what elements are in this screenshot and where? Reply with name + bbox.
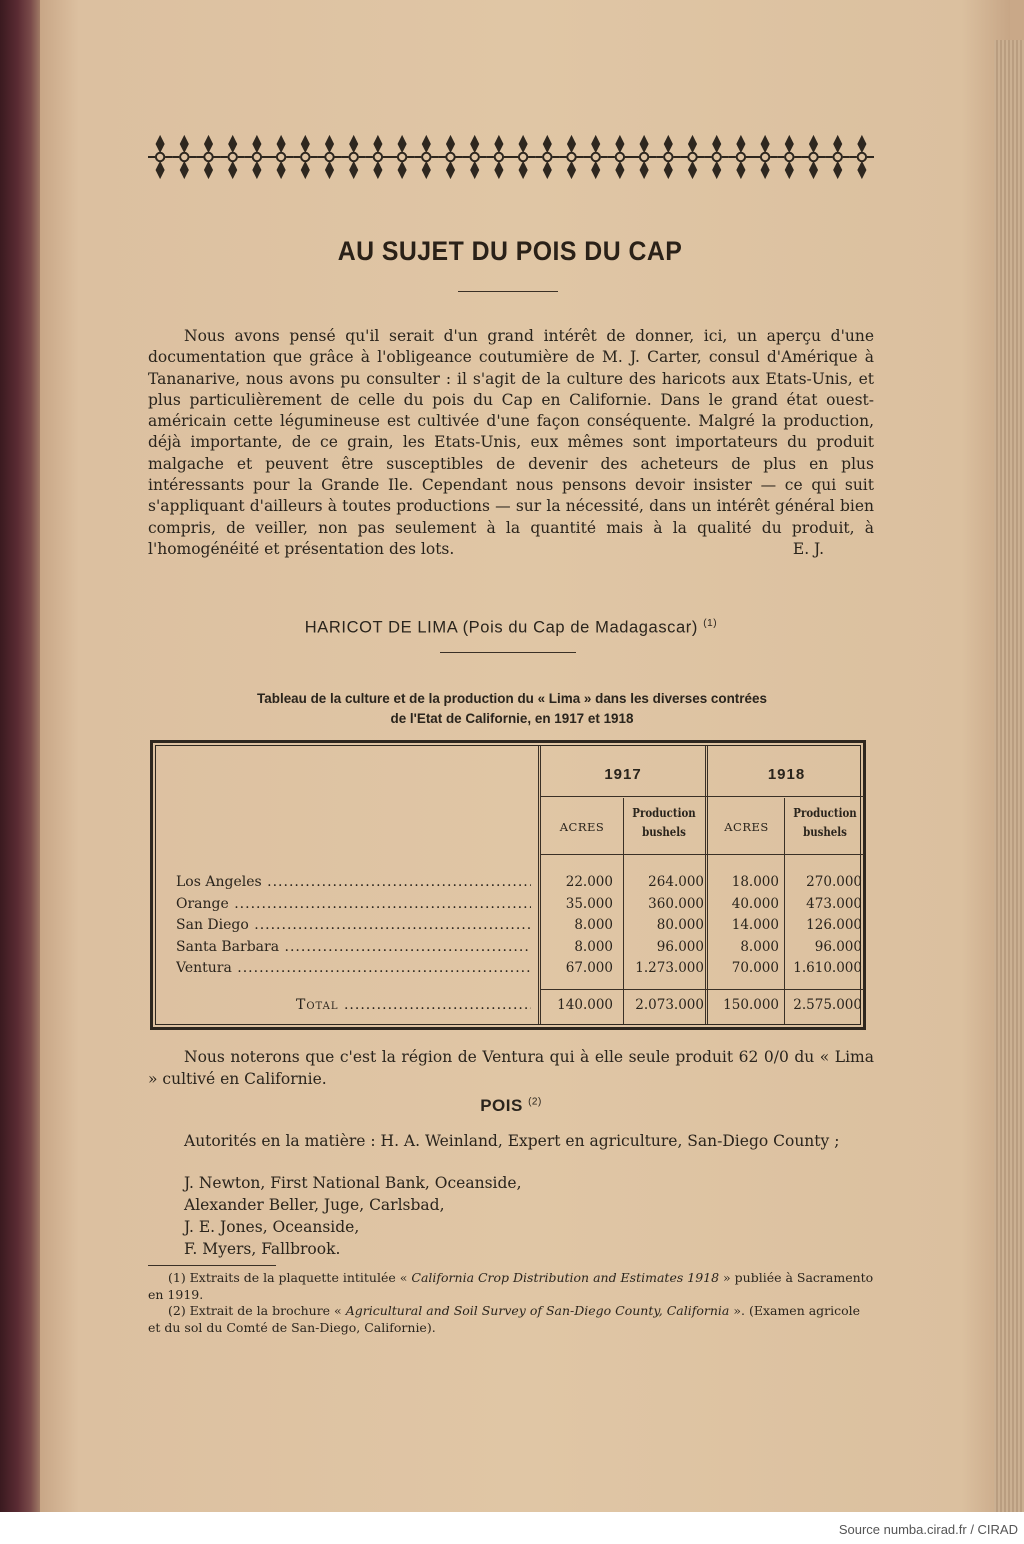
pois-heading — [148, 1096, 874, 1116]
ornament-motif — [519, 136, 527, 178]
production-table — [150, 740, 866, 1030]
ornamental-border — [148, 132, 874, 182]
ornament-ring — [761, 153, 769, 161]
ornament-ring — [277, 153, 285, 161]
source-credit: Source numba.cirad.fr / CIRAD — [838, 1522, 1018, 1537]
prod-1917-label-2: bushels — [642, 825, 686, 839]
intro-paragraph — [148, 326, 874, 560]
ornament-ring — [519, 153, 527, 161]
prod-1918-header — [791, 804, 859, 842]
footnote-1-suffix: » publiée à Sacramento en 1919. — [148, 1270, 874, 1302]
prod-1917: 96.000 — [656, 938, 704, 955]
acres-1918: 14.000 — [731, 917, 779, 933]
ornament-ring — [471, 153, 479, 161]
ornament-ring — [592, 153, 600, 161]
ornament-ring — [398, 153, 406, 161]
ornament-motif — [664, 136, 672, 178]
acres-1918: 18.000 — [731, 874, 779, 890]
prod-1918-label-2: bushels — [803, 825, 847, 839]
total-prod-1918: 2.575.000 — [793, 997, 862, 1013]
haricot-rule — [440, 652, 576, 653]
region-label: Los Angeles ..... — [176, 874, 531, 890]
ornament-motif — [495, 136, 503, 178]
region-label: Orange ..... — [176, 896, 531, 912]
footnote-2-prefix: (2) Extrait de la brochure « — [168, 1303, 342, 1318]
ornament-ring — [446, 153, 454, 161]
ornament-ring — [253, 153, 261, 161]
acres-1918-header: ACRES — [724, 820, 769, 834]
ornament-ring — [543, 153, 551, 161]
ornament-ring — [495, 153, 503, 161]
acres-1918: 70.000 — [731, 960, 779, 976]
authorities-intro: Autorités en la matière : H. A. Weinland, Expert en agriculture, San-Diego County ; — [184, 1132, 840, 1150]
ornament-ring — [229, 153, 237, 161]
ornament-motif — [471, 136, 479, 178]
intro-text: Nous avons pensé qu'il serait d'un grand intérêt de donner, ici, un aperçu d'une documentation que grâce à l'obligeance coutumière de M. J. Carter, consul d'Amérique à Tananarive, nous avons pu consulter : il s'agit de la culture des haricots aux Etats-Unis, et plus particulièrement de celle du pois du Cap en Californie. Dans le grand état ouest-américain cette légumineuse est cultivée d'une façon conséquente. Malgré la production, déjà importante, de ce grain, les Etats-Unis, eux mêmes sont importateurs du produit malgache et peuvent être susceptibles de devenir des acheteurs de plus en plus intéressants pour la Grande Ile. Cependant nous pensons devoir insister — ce qui suit s'appliquant d'ailleurs à toutes productions — sur la nécessité, dans un intérêt général bien compris, de veiller, non pas seulement à la quantité mais à la qualité du produit, à l'homogénéité et présentation des lots. — [148, 327, 874, 558]
sub-header-rule — [541, 854, 864, 855]
after-table-text: Nous noterons que c'est la région de Ventura qui à elle seule produit 62 0/0 du « Lima » cultivé en Californie. — [148, 1048, 874, 1088]
total-rule — [541, 989, 864, 990]
footnote-rule — [148, 1265, 276, 1266]
acres-1917-header: ACRES — [559, 820, 605, 834]
ornament-ring — [156, 153, 164, 161]
pois-heading-text: POIS — [480, 1096, 523, 1115]
intro-signature: E. J. — [792, 539, 824, 558]
title-rule — [458, 291, 558, 292]
ornament-ring — [640, 153, 648, 161]
prod-1918: 126.000 — [806, 917, 862, 933]
acres-1917: 35.000 — [565, 895, 613, 912]
region-label: Ventura ..... — [176, 960, 531, 976]
ornament-motif — [253, 136, 261, 178]
ornament-ring — [180, 153, 188, 161]
haricot-heading-text: HARICOT DE LIMA (Pois du Cap de Madagascar) — [304, 618, 698, 637]
ornament-motif — [301, 136, 309, 178]
year-1918-header: 1918 — [767, 766, 806, 783]
ornament-motif — [810, 136, 818, 178]
ornament-motif — [616, 136, 624, 178]
authority-person: F. Myers, Fallbrook. — [184, 1240, 341, 1258]
ornament-ring — [834, 153, 842, 161]
region-label: Santa Barbara ..... — [176, 939, 531, 955]
acres-1917: 67.000 — [565, 960, 613, 976]
acres-1917: 8.000 — [574, 917, 613, 933]
ornament-ring — [422, 153, 430, 161]
ornament-motif — [229, 136, 237, 178]
ornament-motif — [398, 136, 406, 178]
ornament-ring — [809, 153, 817, 161]
footnote-1-prefix: (1) Extraits de la plaquette intitulée « — [168, 1270, 408, 1285]
ornament-motif — [447, 136, 455, 178]
ornament-motif — [277, 136, 285, 178]
ornament-motif — [543, 136, 551, 178]
ornament-ring — [325, 153, 333, 161]
ornament-ring — [737, 153, 745, 161]
table-row-total — [156, 997, 866, 1019]
acres-1918: 8.000 — [740, 938, 779, 955]
ornament-ring — [374, 153, 382, 161]
ornament-motif — [737, 136, 745, 178]
footnote-ref-1: (1) — [703, 618, 718, 629]
acres-1917: 22.000 — [565, 874, 613, 890]
prod-1918: 473.000 — [806, 895, 862, 912]
ornament-ring — [713, 153, 721, 161]
footnotes — [148, 1270, 874, 1336]
ornament-motif — [858, 136, 866, 178]
authorities-paragraph — [148, 1130, 874, 1152]
total-label: Total ..... — [296, 997, 531, 1013]
ornament-ring — [567, 153, 575, 161]
page-title: AU SUJET DU POIS DU CAP — [337, 236, 683, 266]
prod-1917: 1.273.000 — [635, 960, 704, 976]
prod-1918: 96.000 — [814, 938, 862, 955]
region-label: San Diego ..... — [176, 917, 531, 933]
ornament-ring — [301, 153, 309, 161]
acres-1918: 40.000 — [731, 895, 779, 912]
prod-1918-label-1: Production — [793, 806, 857, 820]
ornament-motif — [592, 136, 600, 178]
page-edges — [994, 40, 1024, 1512]
year-1917-header: 1917 — [604, 766, 642, 783]
footnote-1-title: California Crop Distribution and Estimates 1918 — [411, 1270, 720, 1285]
ornament-motif — [761, 136, 769, 178]
table-row — [156, 939, 866, 961]
ornament-motif — [374, 136, 382, 178]
after-table-paragraph — [148, 1046, 874, 1090]
footnote-2 — [148, 1303, 874, 1336]
ornament-motif — [205, 136, 213, 178]
ornament-ring — [858, 153, 866, 161]
table-row — [156, 874, 866, 896]
authority-person: J. Newton, First National Bank, Oceanside, — [184, 1174, 522, 1192]
authority-person: Alexander Beller, Juge, Carlsbad, — [184, 1196, 445, 1214]
ornament-motif — [713, 136, 721, 178]
prod-1918: 1.610.000 — [793, 960, 862, 976]
ornament-motif — [180, 136, 188, 178]
ornament-ring — [785, 153, 793, 161]
ornament-motif — [350, 136, 358, 178]
ornament-motif — [640, 136, 648, 178]
ornament-ring — [688, 153, 696, 161]
total-acres-1918: 150.000 — [723, 997, 779, 1013]
total-acres-1917: 140.000 — [557, 997, 613, 1013]
footnote-2-title: Agricultural and Soil Survey of San-Diego County, California — [345, 1303, 730, 1318]
table-inner — [155, 745, 861, 1025]
acres-1917: 8.000 — [574, 938, 613, 955]
ornament-motif — [689, 136, 697, 178]
prod-1918: 270.000 — [806, 874, 862, 890]
year-header-rule — [541, 796, 864, 797]
authority-person: J. E. Jones, Oceanside, — [184, 1218, 360, 1236]
table-caption-line-2: de l'Etat de Californie, en 1917 et 1918 — [390, 710, 634, 726]
prod-1917: 80.000 — [656, 917, 704, 933]
footnote-ref-2: (2) — [528, 1096, 542, 1108]
table-caption-line-1: Tableau de la culture et de la production du « Lima » dans les diverses contrées — [257, 690, 767, 706]
footnote-2-suffix: ». (Examen agricole et du sol du Comté de San-Diego, Californie). — [148, 1303, 861, 1335]
table-row — [156, 917, 866, 939]
ornament-ring — [616, 153, 624, 161]
prod-1917-header — [630, 804, 698, 842]
ornament-ring — [204, 153, 212, 161]
haricot-heading — [148, 618, 874, 638]
prod-1917-label-1: Production — [632, 806, 696, 820]
total-prod-1917: 2.073.000 — [635, 997, 704, 1013]
table-caption — [164, 688, 859, 728]
table-row — [156, 960, 866, 982]
ornament-motif — [834, 136, 842, 178]
ornament-ring — [350, 153, 358, 161]
ornament-ring — [664, 153, 672, 161]
ornament-motif — [785, 136, 793, 178]
ornament-motif — [568, 136, 576, 178]
prod-1917: 264.000 — [648, 874, 704, 890]
ornament-motif — [326, 136, 334, 178]
ornament-motif — [156, 136, 164, 178]
book-binding — [0, 0, 44, 1512]
ornament-motif — [422, 136, 430, 178]
prod-1917: 360.000 — [648, 895, 704, 912]
table-row — [156, 896, 866, 918]
footnote-1 — [148, 1270, 874, 1303]
